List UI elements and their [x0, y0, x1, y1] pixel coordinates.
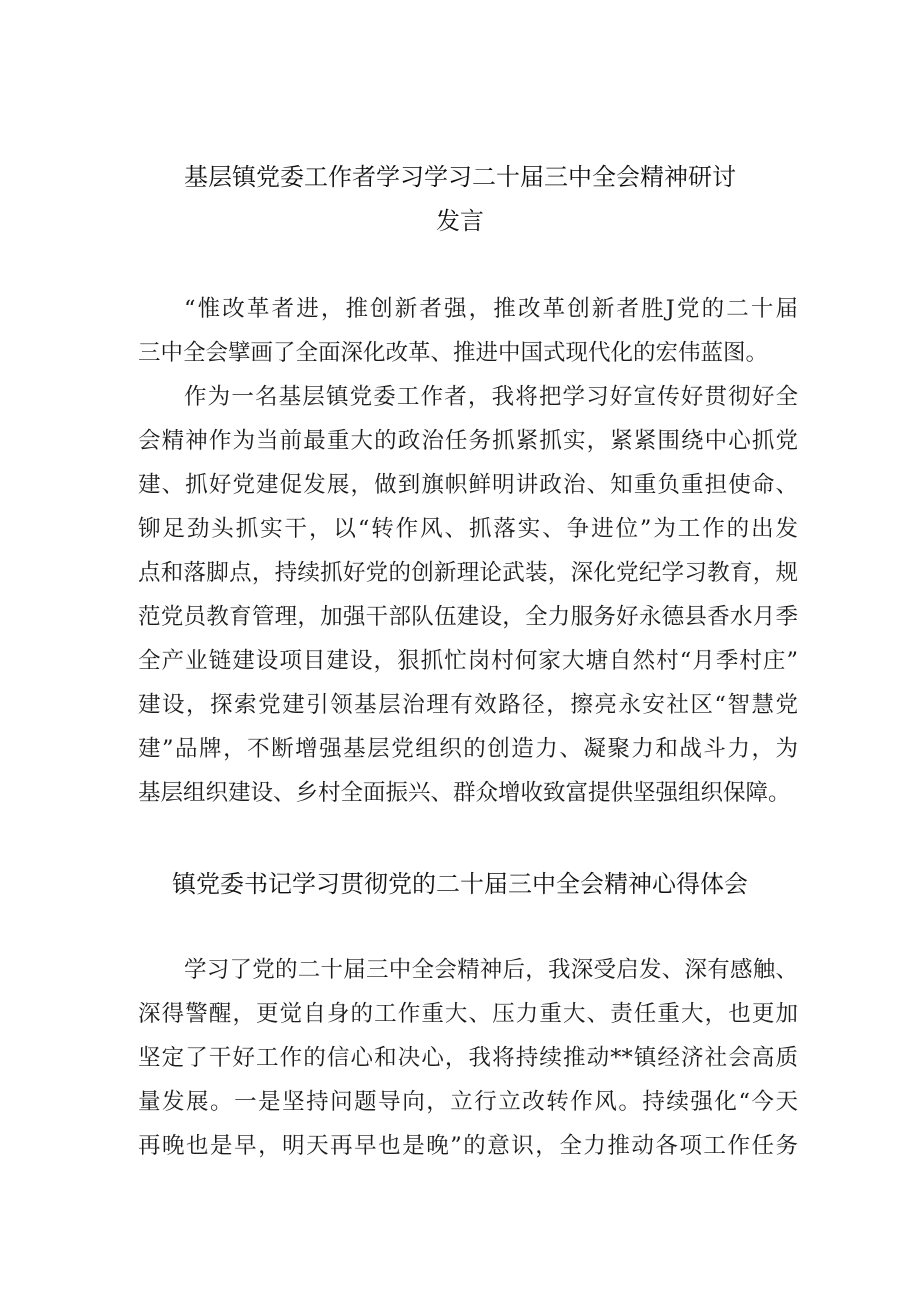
text-line: 铆足劲头抓实干，以“转作风、抓落实、争进位”为工作的出发: [138, 516, 798, 542]
text-line: 再晚也是早，明天再早也是晚”的意识，全力推动各项工作任务: [138, 1133, 798, 1159]
text-line: 点和落脚点，持续抓好党的创新理论武装，深化党纪学习教育，规: [138, 560, 798, 586]
text-line: 建”品牌，不断增强基层党组织的创造力、凝聚力和战斗力，为: [138, 736, 798, 762]
section1-title-line: 发言: [436, 207, 484, 235]
text-line: 作为一名基层镇党委工作者，我将把学习好宣传好贯彻好全: [184, 384, 798, 410]
section1-title-line: 基层镇党委工作者学习学习二十届三中全会精神研讨: [184, 163, 736, 191]
text-line: 深得警醒，更觉自身的工作重大、压力重大、责任重大，也更加: [138, 1001, 798, 1027]
section1-paragraph1: [138, 287, 798, 375]
section2-title: [0, 862, 920, 906]
section2-paragraph1: [138, 948, 798, 1168]
section1-paragraph2: [138, 375, 798, 815]
text-line: 三中全会擘画了全面深化改革、推进中国式现代化的宏伟蓝图。: [138, 340, 769, 366]
text-line: 建设，探索党建引领基层治理有效路径，擦亮永安社区“智慧党: [138, 692, 798, 718]
text-line: 基层组织建设、乡村全面振兴、群众增收致富提供坚强组织保障。: [138, 780, 791, 806]
text-line: 建、抓好党建促发展，做到旗帜鲜明讲政治、知重负重担使命、: [138, 472, 798, 498]
section1-title: [0, 155, 920, 243]
text-line: “惟改革者进，推创新者强，推改革创新者胜J党的二十届: [184, 296, 798, 322]
section2-title-line: 镇党委书记学习贯彻党的二十届三中全会精神心得体会: [172, 870, 748, 898]
text-line: 量发展。一是坚持问题导向，立行立改转作风。持续强化“今天: [138, 1089, 798, 1115]
text-line: 学习了党的二十届三中全会精神后，我深受启发、深有感触、: [184, 957, 798, 983]
text-line: 坚定了干好工作的信心和决心，我将持续推动**镇经济社会高质: [138, 1045, 798, 1071]
text-line: 范党员教育管理，加强干部队伍建设，全力服务好永德县香水月季: [138, 604, 798, 630]
text-line: 全产业链建设项目建设，狠抓忙岗村何家大塘自然村“月季村庄”: [138, 648, 798, 674]
text-line: 会精神作为当前最重大的政治任务抓紧抓实，紧紧围绕中心抓党: [138, 428, 798, 454]
